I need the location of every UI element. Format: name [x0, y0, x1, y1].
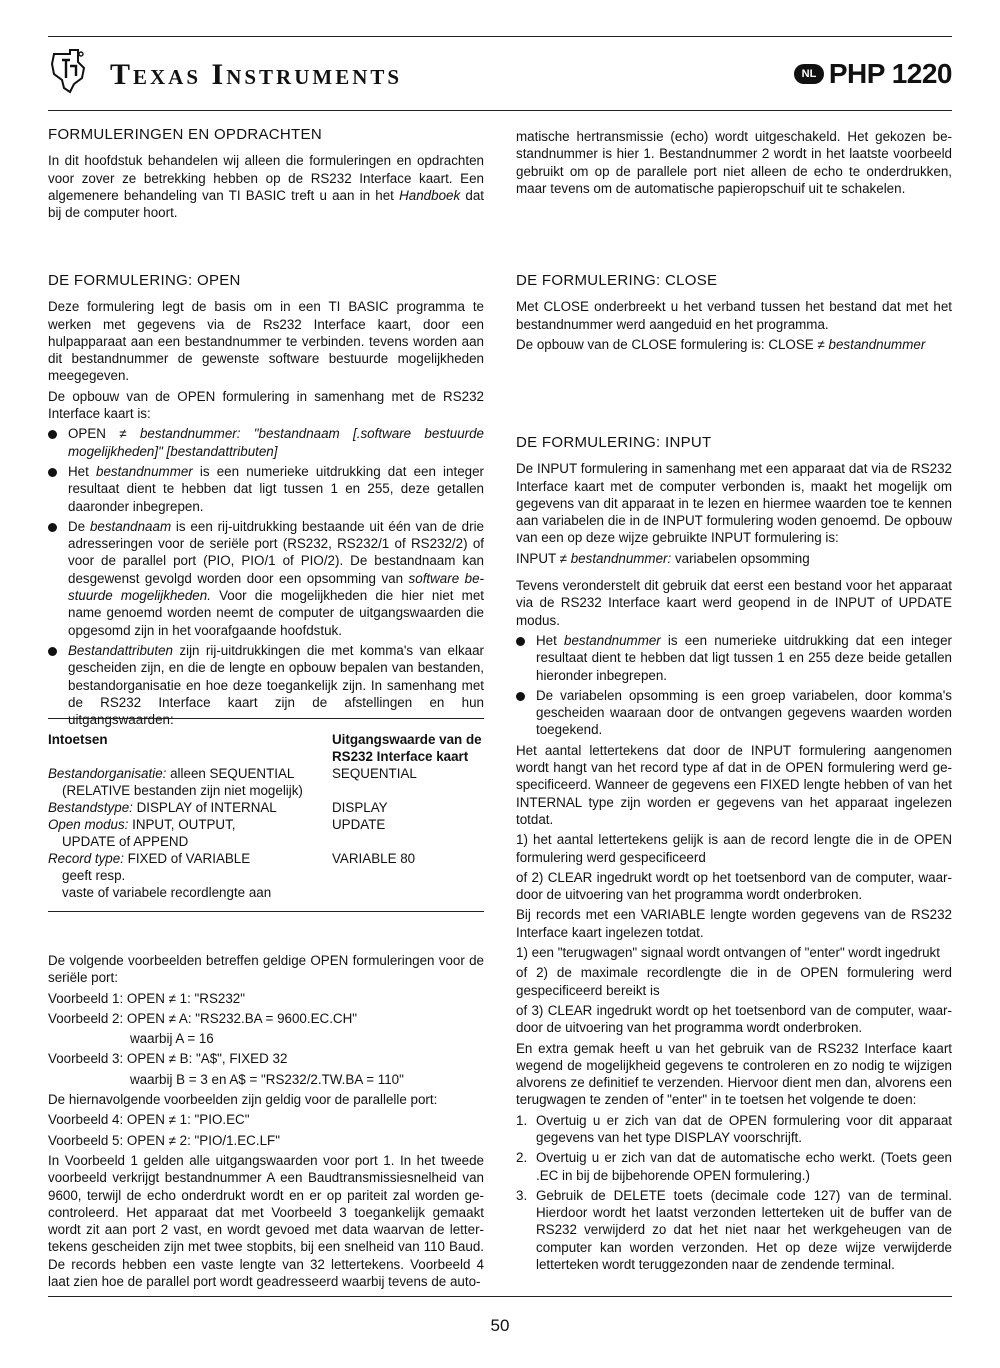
section-title-input: DE FORMULERING: INPUT	[516, 434, 712, 451]
list-item: Bestandattributen zijn rij-uitdrukkingen die met komma's van elkaar gescheiden zijn, en die de lengte en opbouw bepalen van bestanden, bestandorganisatie en hoe deze toegankelijk zijn. In samenhang met de RS232 Interface kaart zijn de afstellingen en hun uitgangswaarden:	[48, 642, 484, 728]
examples-explanation: In Voorbeeld 1 gelden alle uitgangswaarden voor port 1. In het tweede voorbeeld verkrijgt bestandnummer A een Baudtransmissiesnelheid van 9600, terwijl de echo onderdrukt wordt en er op pariteit zal worden gecontroleerd. Het apparaat dat met Voorbeeld 3 toegankelijk gemaakt wordt zit aan port 2 vast, en wordt gevoed met data waarvan de lettertekens gescheiden zijn met twee stopbits, bij een snelheid van 110 Baud. De records hebben een vaste lengte van 32 lettertekens. Voorbeeld 4 laat zien hoe de parallel port wordt geadresseerd waarbij tevens de auto-	[48, 1152, 484, 1290]
input-paragraph-1: De INPUT formulering in samenhang met een apparaat dat via de RS232 Interface kaart met de computer verbonden is, maakt het mogelijk om gegevens van dit apparaat in te lezen en hiermee waarden toe te kennen aan variabelen die in de INPUT formulering woden genoemd. De opbouw van een op deze wijze gebruikte INPUT formulering is:	[516, 461, 952, 546]
input-paragraph-7: Bij records met een VARIABLE lengte worden gegevens van de RS232 Interface kaart ingelezen totdat.	[516, 907, 952, 940]
table-row: Record type: FIXED of VARIABLE geeft resp. vaste of variabele recordlengte aan VARIABLE 80	[48, 851, 416, 900]
parallel-examples-intro: De hiernavolgende voorbeelden zijn geldig voor de parallelle port:	[48, 1092, 438, 1108]
table-row: Open modus: INPUT, OUTPUT, UPDATE of APPEND UPDATE	[48, 817, 386, 849]
example-3-note: waarbij B = 3 en A$ = "RS232/2.TW.BA = 110"	[130, 1071, 404, 1087]
input-paragraph-4: Het aantal lettertekens dat door de INPUT formulering aangenomen wordt hangt van het record type af dat in de OPEN formulering werd gespecificeerd. Wanneer de gegevens een FIXED lengte hebben of van het INTERNAL type zijn worden er gegevens van het apparaat ingelezen totdat.	[516, 742, 952, 827]
input-paragraph-8: 1) een "terugwagen" signaal wordt ontvangen of "enter" wordt ingedrukt	[516, 945, 940, 961]
right-column-close	[516, 272, 952, 356]
page-header	[48, 44, 952, 106]
table-row: Bestandstype: DISPLAY of INTERNAL DISPLAY	[48, 800, 388, 815]
header-rule	[48, 110, 952, 111]
list-item: OPEN ≠ bestandnummer: "bestandnaam [.software bestuurde mogelijkheden]" [bestandattributen]	[48, 425, 484, 460]
left-column-examples	[48, 952, 484, 1293]
list-item: Het bestandnummer is een numerieke uitdrukking dat een integer resultaat dient te hebben dat ligt tussen 1 en 255 deze beide getallen hieronder inbegrepen.	[516, 632, 952, 684]
close-paragraph-2: De opbouw van de CLOSE formulering is: CLOSE ≠ bestandnummer	[516, 336, 926, 352]
examples-intro: De volgende voorbeelden betreffen geldige OPEN formuleringen voor de seriële port:	[48, 953, 484, 986]
example-2: Voorbeeld 2: OPEN ≠ A: "RS232.BA = 9600.EC.CH"	[48, 1010, 358, 1026]
page-number: 50	[490, 1316, 510, 1335]
table-header-defaults: Uitgangswaarde van de RS232 Interface kaart	[332, 732, 482, 764]
table-top-rule	[48, 718, 484, 719]
section-title-open: DE FORMULERING: OPEN	[48, 272, 241, 289]
example-4: Voorbeeld 4: OPEN ≠ 1: "PIO.EC"	[48, 1112, 250, 1128]
list-item: De bestandnaam is een rij-uitdrukking bestaande uit één van de drie adresseringen voor de seriële port (RS232, RS232/1 of RS232/2) of voor de parallel port (PIO, PIO/1 of PIO/2). De bestandnaam kan desgewenst gevolgd worden door een opsomming van software bestuurde mogelijkheden. Voor die mogelijkheden die hier niet met name genoemd worden neemt de computer de uitgangswaarden die opgesomd zijn in het voorafgaande hoofdstuk.	[48, 518, 484, 639]
example-2-note: waarbij A = 16	[130, 1031, 214, 1047]
list-item: 2. Overtuig u er zich van dat de automatische echo werkt. (Toets geen .EC in bij de bijbehorende OPEN formulering.)	[516, 1150, 952, 1183]
left-column	[48, 126, 484, 224]
texas-instruments-logo-icon	[48, 48, 88, 94]
top-rule	[48, 36, 952, 37]
example-3: Voorbeeld 3: OPEN ≠ B: "A$", FIXED 32	[48, 1051, 288, 1067]
input-paragraph-10: of 3) CLEAR ingedrukt wordt op het toetsenbord van de computer, waardoor de uitvoering van het programma wordt onderbroken.	[516, 1002, 952, 1036]
input-paragraph-11: En extra gemak heeft u van het gebruik van de RS232 Interface kaart wegend de mogelijkheid gegevens te controleren en zo nodig te wijzigen alvorens ze definitief te verzenden. Hiervoor dient men dan, alvorens een terugwagen te zenden of "enter" in te toetsen het volgende te doen:	[516, 1040, 952, 1108]
input-numbered-list	[516, 1112, 952, 1274]
open-paragraph-1: Deze formulering legt de basis om in een TI BASIC programma te werken met gegevens via de Rs232 Interface kaart, door een hulpapparaat aan een bestandnummer te verbinden. tevens worden aan dit bestandnummer de gewenste software bestuurde mogelijkheden meegegeven.	[48, 299, 484, 384]
brand-name: Texas Instruments	[110, 58, 403, 91]
list-item: 3. Gebruik de DELETE toets (decimale code 127) van de terminal. Hierdoor wordt het laatst verzonden letterteken uit de buffer van de RS232 verwijderd zo dat het niet naar het werkgeheugen van de computer kan worden verzonden. Het op deze wijze verwijderde letterteken wordt teruggezonden naar de zendende terminal.	[516, 1187, 952, 1273]
right-column-input	[516, 434, 952, 1276]
settings-table	[48, 731, 484, 901]
input-paragraph-3: Tevens veronderstelt dit gebruik dat eerst een bestand voor het apparaat via de RS232 Interface kaart werd geopend in de INPUT of UPDATE modus.	[516, 578, 952, 628]
example-5: Voorbeeld 5: OPEN ≠ 2: "PIO/1.EC.LF"	[48, 1132, 280, 1148]
right-column-top	[516, 128, 952, 200]
open-paragraph-2: De opbouw van de OPEN formulering in samenhang met de RS232 Interface kaart is:	[48, 388, 484, 422]
table-header-keys: Intoetsen	[48, 732, 108, 747]
input-paragraph-5: 1) het aantal lettertekens gelijk is aan de record lengte die in de OPEN formulering werd gespecificeerd	[516, 832, 952, 865]
table-bottom-rule	[48, 911, 484, 912]
table-row: Bestandorganisatie: alleen SEQUENTIAL (RELATIVE bestanden zijn niet mogelijk) SEQUENTIAL	[48, 766, 417, 798]
input-paragraph-6: of 2) CLEAR ingedrukt wordt op het toetsenbord van de computer, waardoor de uitvoering van het programma wordt onderbroken.	[516, 869, 952, 903]
language-badge: NL	[794, 64, 824, 84]
input-bullet-list	[516, 632, 952, 739]
continued-paragraph: matische hertransmissie (echo) wordt uitgeschakeld. Het gekozen bestandnummer is hier 1. Bestandnummer 2 wordt in het laatste voorbeeld gebruikt om op de parallele port niet alleen de echo te onderdrukken, maar tevens om de automatische papieropschuif uit te schakelen.	[516, 129, 952, 196]
section-title-close: DE FORMULERING: CLOSE	[516, 272, 718, 289]
open-bullet-list	[48, 425, 484, 728]
settings-table-block	[48, 718, 484, 912]
section-title-formuleringen: FORMULERINGEN EN OPDRACHTEN	[48, 126, 322, 143]
table-header-row	[48, 731, 484, 765]
input-syntax: INPUT ≠ bestandnummer: variabelen opsomming	[516, 550, 810, 566]
close-paragraph-1: Met CLOSE onderbreekt u het verband tussen het bestand dat met het bestandnummer werd aangeduid en het programma.	[516, 299, 952, 332]
list-item: 1. Overtuig u er zich van dat de OPEN formulering voor dit apparaat gegevens van het type DISPLAY voorschrijft.	[516, 1112, 952, 1145]
footer-rule	[48, 1296, 952, 1297]
example-1: Voorbeeld 1: OPEN ≠ 1: "RS232"	[48, 990, 245, 1006]
list-item: De variabelen opsomming is een groep variabelen, door komma's gescheiden waaraan door de ontvangen gegevens waarden worden toegekend.	[516, 687, 952, 739]
left-column-open	[48, 272, 484, 731]
list-item: Het bestandnummer is een numerieke uitdrukking dat een integer resultaat dient te hebben dat ligt tussen 1 en 255, deze getallen daaronder inbegrepen.	[48, 463, 484, 515]
input-paragraph-9: of 2) de maximale recordlengte die in de OPEN formulering werd gespecificeerd bereikt is	[516, 965, 952, 998]
intro-paragraph: In dit hoofdstuk behandelen wij alleen die formuleringen en opdrachten voor zover ze betrekking hebben op de RS232 Interface kaart. Een algemenere behandeling van TI BASIC treft u aan in het Handboek dat bij de computer hoort.	[48, 153, 484, 221]
product-code: PHP 1220	[828, 58, 952, 89]
